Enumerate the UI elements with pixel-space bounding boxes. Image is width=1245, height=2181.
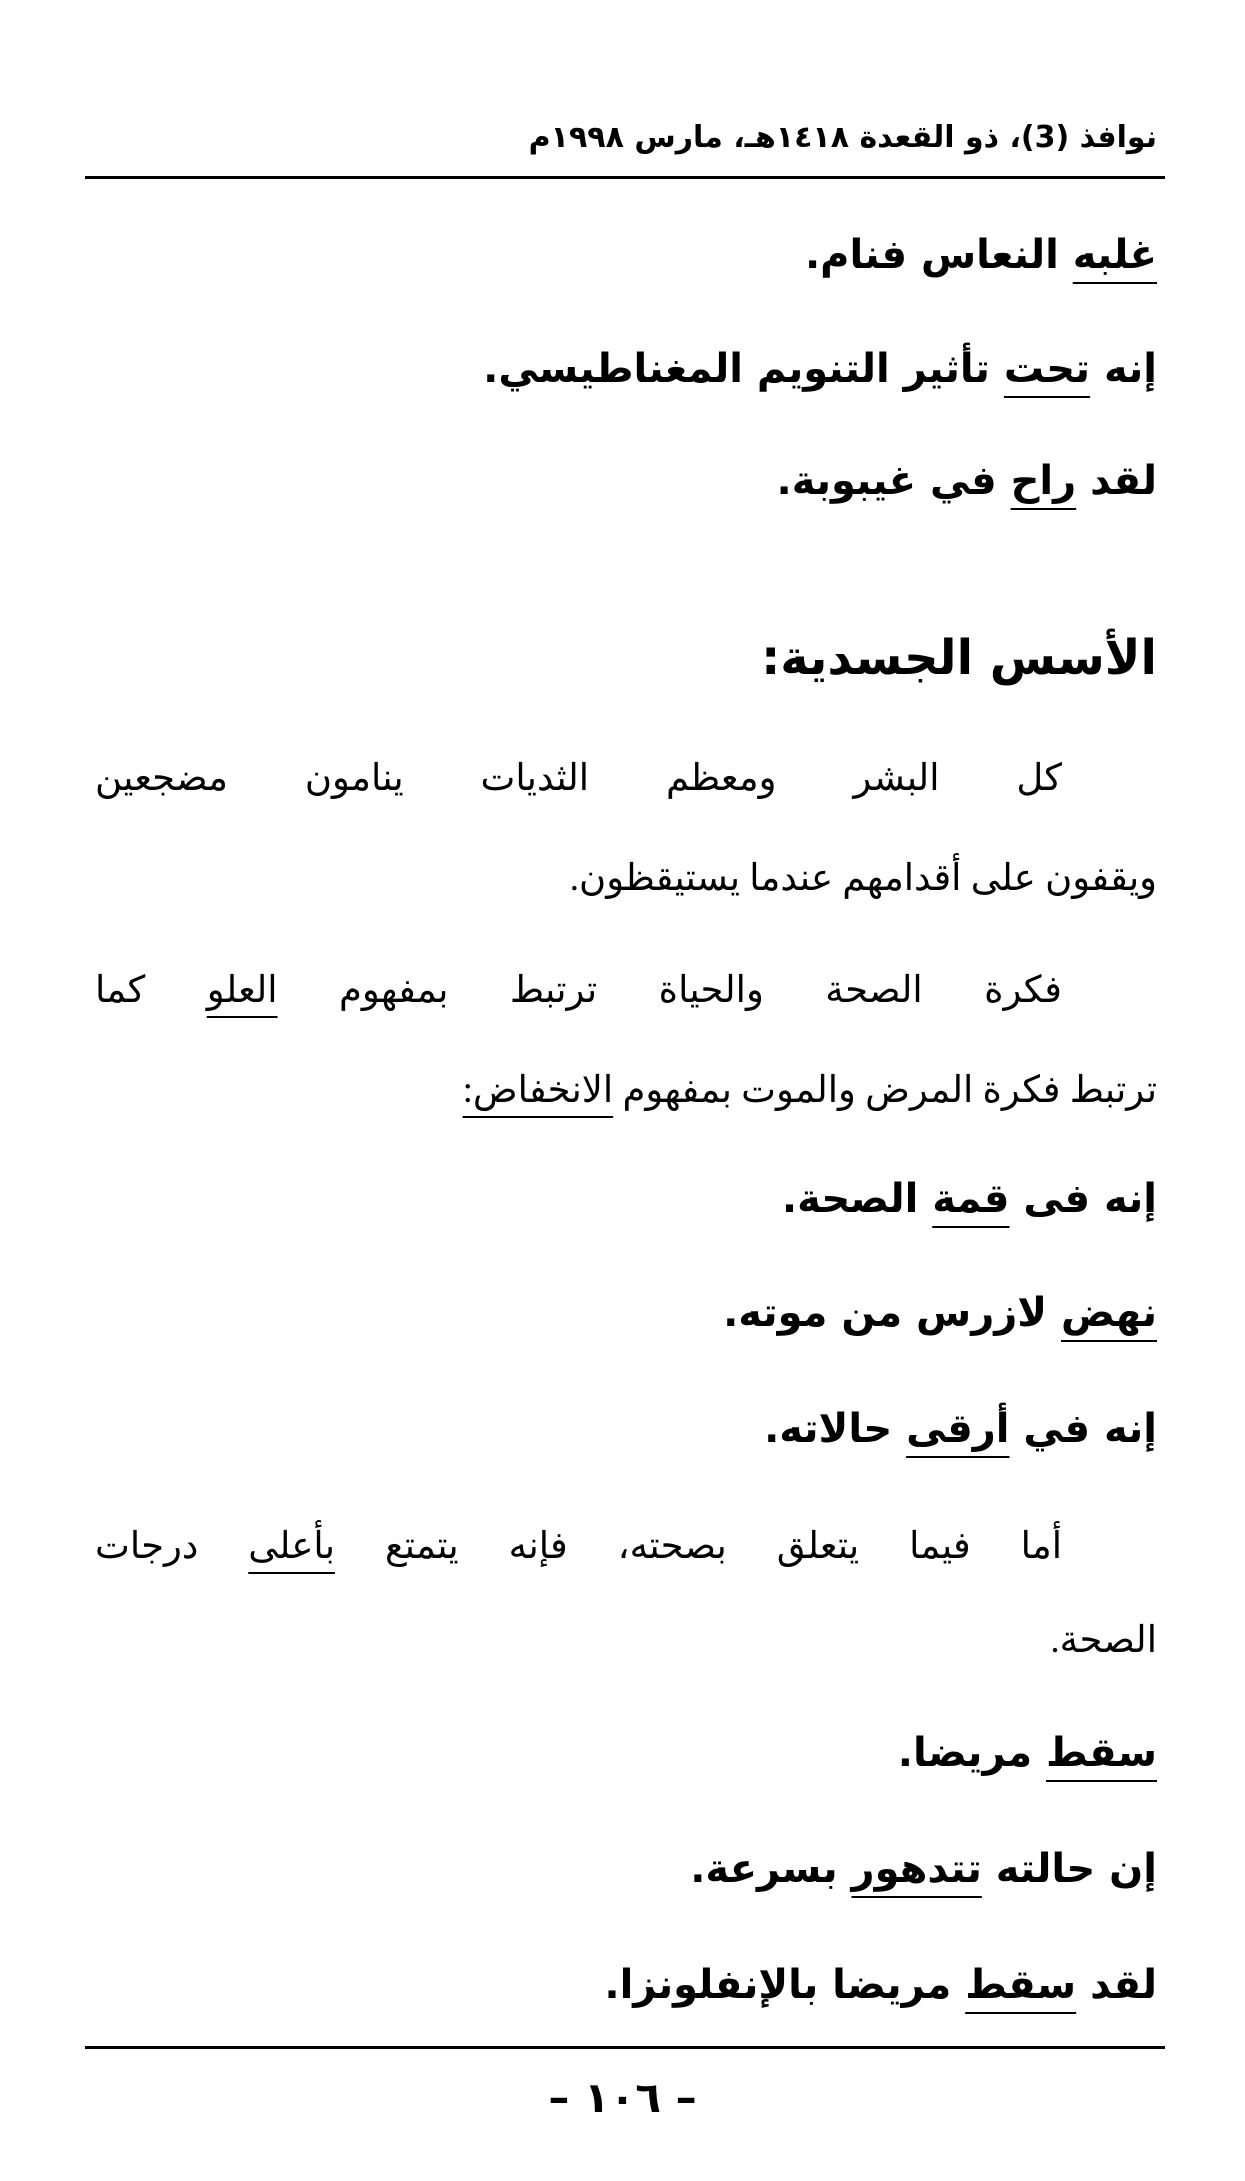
text-after: تأثير التنويم المغناطيسي. [483,346,1004,392]
underlined-word: نهض [1061,1290,1157,1336]
underlined-word: تتدهور [851,1846,982,1892]
underlined-word: سقط [965,1962,1077,2008]
text-before: إنه في [1009,1406,1157,1452]
text-after: كما [95,970,207,1011]
underlined-word: راح [1010,458,1077,504]
underlined-word: أرقى [906,1406,1010,1452]
text-after: في غيبوبة. [776,458,1011,504]
text-before: إنه فى [1009,1176,1157,1222]
underlined-word: الانخفاض: [462,1070,614,1111]
text-after: مريضا. [897,1730,1047,1776]
paragraph-1-line-2: ويقفون على أقدامهم عندما يستيقظون. [569,858,1157,899]
underlined-word: بأعلى [248,1526,336,1567]
underlined-word: قمة [932,1176,1010,1222]
paragraph-1-line-1: كل البشر ومعظم الثديات ينامون مضجعين [95,758,1062,799]
footer-rule [85,2046,1165,2049]
text-before: لقد [1076,1962,1157,2008]
header-rule [85,176,1165,179]
text-after: لازرس من موته. [723,1290,1061,1336]
example-line-8 [690,1846,1157,1892]
text-before: إن حالته [981,1846,1157,1892]
example-line-5 [723,1290,1157,1336]
text-before: فكرة الصحة والحياة ترتبط بمفهوم [277,970,1062,1011]
text-after: حالاته. [764,1406,907,1452]
text-before: لقد [1076,458,1157,504]
page-number: – ١٠٦ – [548,2073,697,2122]
example-line-6 [764,1406,1157,1452]
text-before: ترتبط فكرة المرض والموت بمفهوم [613,1070,1157,1111]
text-after: درجات [95,1526,249,1567]
example-line-7 [898,1730,1157,1776]
underlined-word: العلو [206,970,278,1011]
example-line-9 [604,1962,1157,2008]
example-line-3 [777,458,1157,504]
underlined-word: تحت [1003,346,1091,392]
paragraph-3-line-2: الصحة. [1050,1620,1157,1661]
example-line-1 [805,232,1157,278]
section-heading: الأسس الجسدية: [761,630,1157,686]
text-before: إنه [1090,346,1157,392]
text-before: أما فيما يتعلق بصحته، فإنه يتمتع [335,1526,1062,1567]
paragraph-2-line-1 [95,968,1157,1012]
paragraph-3-line-1 [95,1524,1157,1568]
example-line-4 [782,1176,1157,1222]
example-line-2 [483,346,1157,392]
text-after: النعاس فنام. [804,232,1073,278]
text-after: بسرعة. [690,1846,852,1892]
paragraph-2-line-2 [463,1068,1157,1112]
underlined-word: غلبه [1072,232,1157,278]
text-after: الصحة. [781,1176,933,1222]
running-header: نوافذ (3)، ذو القعدة ١٤١٨هـ، مارس ١٩٩٨م [528,120,1157,155]
underlined-word: سقط [1046,1730,1157,1776]
text-after: مريضا بالإنفلونزا. [604,1962,966,2008]
